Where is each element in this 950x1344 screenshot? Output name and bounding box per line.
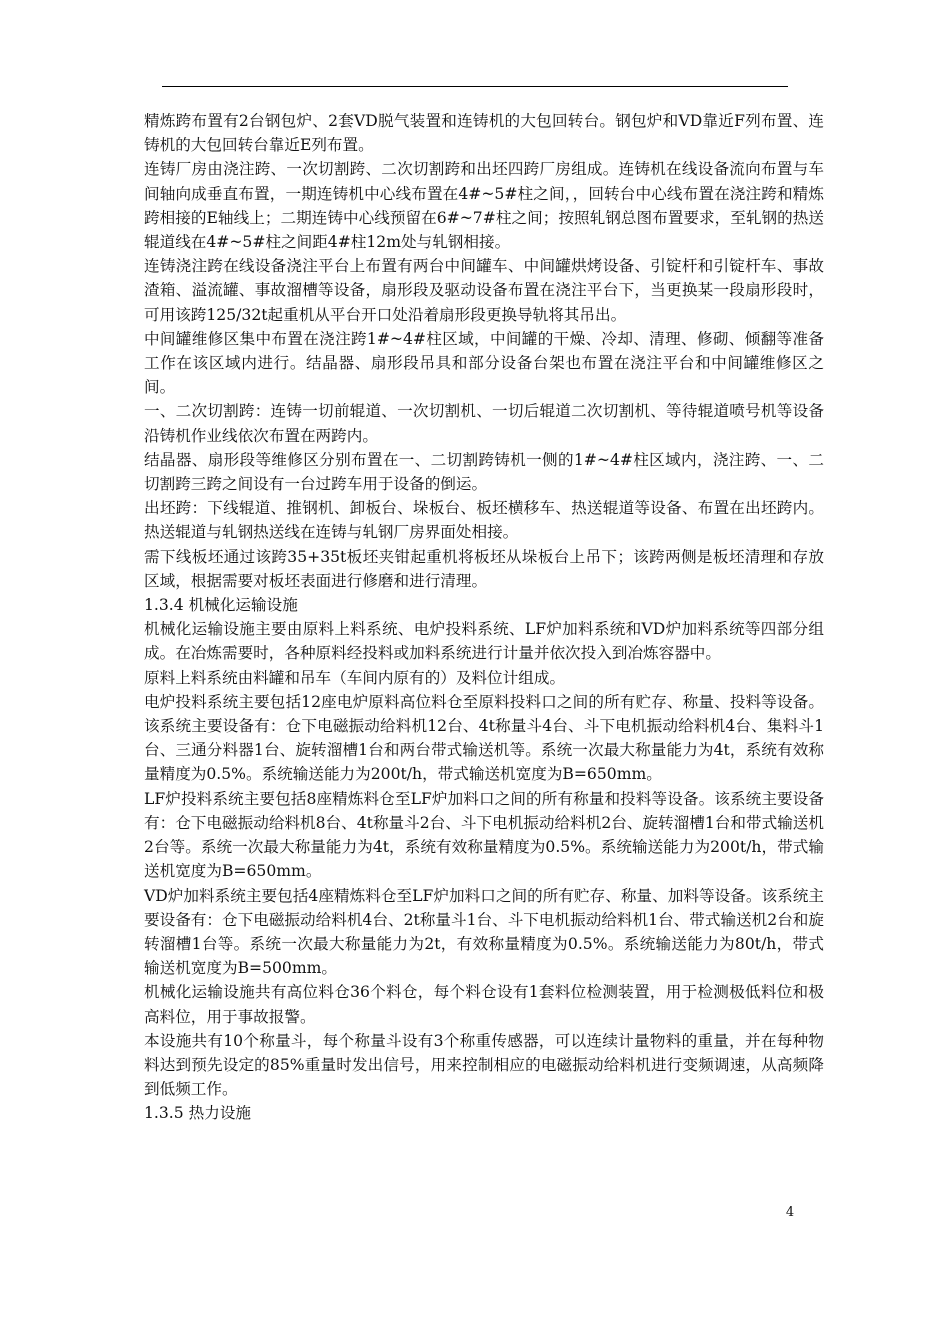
paragraph: 连铸浇注跨在线设备浇注平台上布置有两台中间罐车、中间罐烘烤设备、引锭杆和引锭杆车、事故渣箱、溢流罐、事故溜槽等设备，扇形段及驱动设备布置在浇注平台下，当更换某一段扇形段时，可用该跨125/32t起重机从平台开口处沿着扇形段更换导轨将其吊出。 [144,257,824,324]
paragraph: 结晶器、扇形段等维修区分别布置在一、二切割跨铸机一侧的1#~4#柱区域内，浇注跨、一、二切割跨三跨之间设有一台过跨车用于设备的倒运。 [144,450,824,494]
section-heading: 1.3.4 机械化运输设施 [144,596,298,615]
paragraph: 一、二次切割跨：连铸一切前辊道、一次切割机、一切后辊道二次切割机、等待辊道喷号机等设备沿铸机作业线依次布置在两跨内。 [144,402,824,445]
header-rule [162,86,788,87]
paragraph: 原料上料系统由料罐和吊车（车间内原有的）及料位计组成。 [144,668,566,687]
body-text [144,109,824,1126]
paragraph: 精炼跨布置有2台钢包炉、2套VD脱气装置和连铸机的大包回转台。钢包炉和VD靠近F列布置、连铸机的大包回转台靠近E列布置。 [144,112,824,155]
paragraph: 本设施共有10个称量斗，每个称量斗设有3个称重传感器，可以连续计量物料的重量，并在每种物料达到预先设定的85%重量时发出信号，用来控制相应的电磁振动给料机进行变频调速，从高频降到低频工作。 [144,1031,824,1099]
paragraph: 需下线板坯通过该跨35+35t板坯夹钳起重机将板坯从垛板台上吊下；该跨两侧是板坯清理和存放区域，根据需要对板坯表面进行修磨和进行清理。 [144,547,824,590]
paragraph: 机械化运输设施共有高位料仓36个料仓，每个料仓设有1套料位检测装置，用于检测极低料位和极高料位，用于事故报警。 [144,983,824,1026]
paragraph: LF炉投料系统主要包括8座精炼料仓至LF炉加料口之间的所有称量和投料等设备。该系统主要设备有：仓下电磁振动给料机8台、4t称量斗2台、斗下电机振动给料机2台、旋转溜槽1台和带式输送机2台等。系统一次最大称量能力为4t，系统有效称量精度为0.5%。系统输送能力为200t/h，带式输送机宽度为B=650mm。 [144,789,824,881]
paragraph: 连铸厂房由浇注跨、一次切割跨、二次切割跨和出坯四跨厂房组成。连铸机在线设备流向布置与车间轴向成垂直布置，一期连铸机中心线布置在4#~5#柱之间，，回转台中心线布置在浇注跨和精炼跨相接的E轴线上；二期连铸中心线预留在6#~7#柱之间；按照轧钢总图布置要求，至轧钢的热送辊道线在4#~5#柱之间距4#柱12m处与轧钢相接。 [144,160,824,252]
paragraph: VD炉加料系统主要包括4座精炼料仓至LF炉加料口之间的所有贮存、称量、加料等设备。该系统主要设备有：仓下电磁振动给料机4台、2t称量斗1台、斗下电机振动给料机1台、带式输送机2台和旋转溜槽1台等。系统一次最大称量能力为2t，有效称量精度为0.5%。系统输送能力为80t/h，带式输送机宽度为B=500mm。 [144,886,824,978]
section-heading: 1.3.5 热力设施 [144,1104,252,1123]
paragraph: 出坯跨：下线辊道、推钢机、卸板台、垛板台、板坯横移车、热送辊道等设备、布置在出坯跨内。热送辊道与轧钢热送线在连铸与轧钢厂房界面处相接。 [144,499,824,542]
paragraph: 机械化运输设施主要由原料上料系统、电炉投料系统、LF炉加料系统和VD炉加料系统等四部分组成。在冶炼需要时，各种原料经投料或加料系统进行计量并依次投入到冶炼容器中。 [144,620,824,663]
paragraph: 中间罐维修区集中布置在浇注跨1#~4#柱区域，中间罐的干燥、冷却、清理、修砌、倾翻等准备工作在该区域内进行。结晶器、扇形段吊具和部分设备台架也布置在浇注平台和中间罐维修区之间。 [144,329,824,397]
page-number: 4 [785,1205,795,1220]
paragraph: 电炉投料系统主要包括12座电炉原料高位料仓至原料投料口之间的所有贮存、称量、投料等设备。该系统主要设备有：仓下电磁振动给料机12台、4t称量斗4台、斗下电机振动给料机4台、集料斗1台、三通分料器1台、旋转溜槽1台和两台带式输送机等。系统一次最大称量能力为4t，系统有效称量精度为0.5%。系统输送能力为200t/h，带式输送机宽度为B=650mm。 [144,692,824,784]
